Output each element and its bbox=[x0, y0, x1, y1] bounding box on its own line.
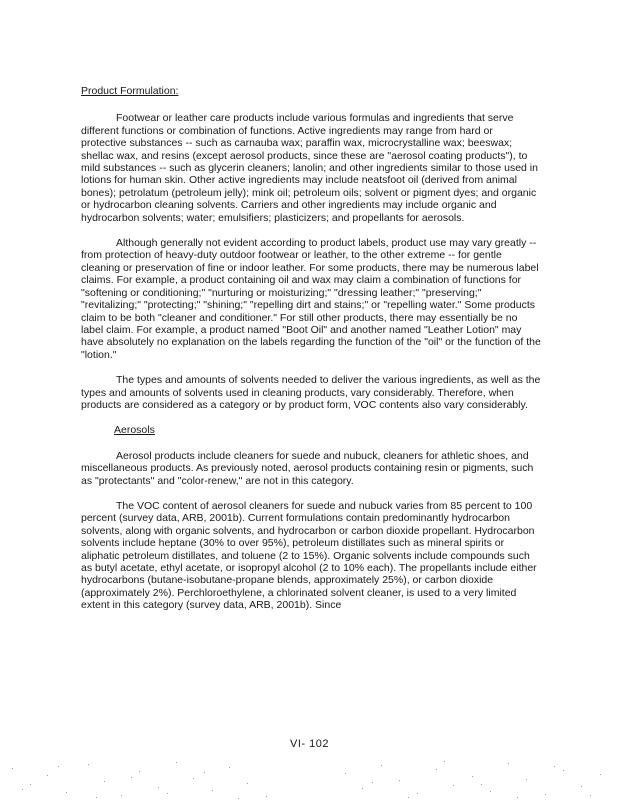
page-number: VI- 102 bbox=[290, 738, 329, 750]
paragraph-product-use: Although generally not evident according to product labels, product use may vary greatly -- from protection of heavy-duty outdoor footwear or leather, to the other extreme -- for gentle cleaning or preservation of fine or indoor leather. For some products, there may be numerous label claims. For example, a product containing oil and wax may claim a combination of functions for "softening or conditioning;" "nurturing or moisturizing;" "dressing leather;" "preserving;" "revitalizing;" "protecting;" "shining;" "repelling dirt and stains;" or "repelling water." Some products claim to be both "cleaner and conditioner." For still other products, there may essentially be no label claim. For example, a product named "Boot Oil" and another named "Leather Lotion" may have absolutely no explanation on the labels regarding the function of the "oil" or the function of the "lotion." bbox=[81, 237, 541, 361]
subsection-heading-aerosols: Aerosols bbox=[114, 424, 155, 437]
paragraph-voc-content: The VOC content of aerosol cleaners for suede and nubuck varies from 85 percent to 100 percent (survey data, ARB, 2001b). Current formulations contain predominantly hydrocarbon solvents, along with organic solvents, and hydrocarbon or carbon dioxide propellant. Hydrocarbon solvents include heptane (30% to over 95%), petroleum distillates such as mineral spirits or aliphatic petroleum distillates, and toluene (2 to 15%). Organic solvents include compounds such as butyl acetate, ethyl acetate, or isopropyl alcohol (2 to 10% each). The propellants include either hydrocarbons (butane-isobutane-propane blends, approximately 25%), or carbon dioxide (approximately 2%). Perchloroethylene, a chlorinated solvent cleaner, is used to a very limited extent in this category (survey data, ARB, 2001b). Since bbox=[81, 499, 537, 612]
paragraph-formulation: Footwear or leather care products include various formulas and ingredients that serve different functions or combination of functions. Active ingredients may range from hard or protective substances -- such as carnauba wax; paraffin wax, microcrystalline wax; beeswax; shellac wax, and resins (except aerosol products, since these are "aerosol coating products"), to mild substances -- such as glycerin cleaners; lanolin; and other ingredients similar to those used in lotions for human skin. Other active ingredients may include neatsfoot oil (derived from animal bones); petrolatum (petroleum jelly); mink oil; petroleum oils; solvent or pigment dyes; and organic or hydrocarbon cleaning solvents. Carriers and other ingredients may include organic and hydrocarbon solvents; water; emulsifiers; plasticizers; and propellants for aerosols. bbox=[81, 112, 538, 224]
paragraph-solvents: The types and amounts of solvents needed to deliver the various ingredients, as well as the types and amounts of solvents used in cleaning products, vary considerably. Therefore, when products are considered as a category or by product form, VOC contents also vary considerably. bbox=[81, 374, 541, 411]
page-body bbox=[81, 85, 541, 625]
section-heading: Product Formulation: bbox=[81, 85, 179, 97]
scan-noise bbox=[0, 740, 619, 800]
paragraph-aerosol-products: Aerosol products include cleaners for suede and nubuck, cleaners for athletic shoes, and miscellaneous products. As previously noted, aerosol products containing resin or pigments, such as "protectants" and "color-renew," are not in this category. bbox=[81, 449, 534, 487]
